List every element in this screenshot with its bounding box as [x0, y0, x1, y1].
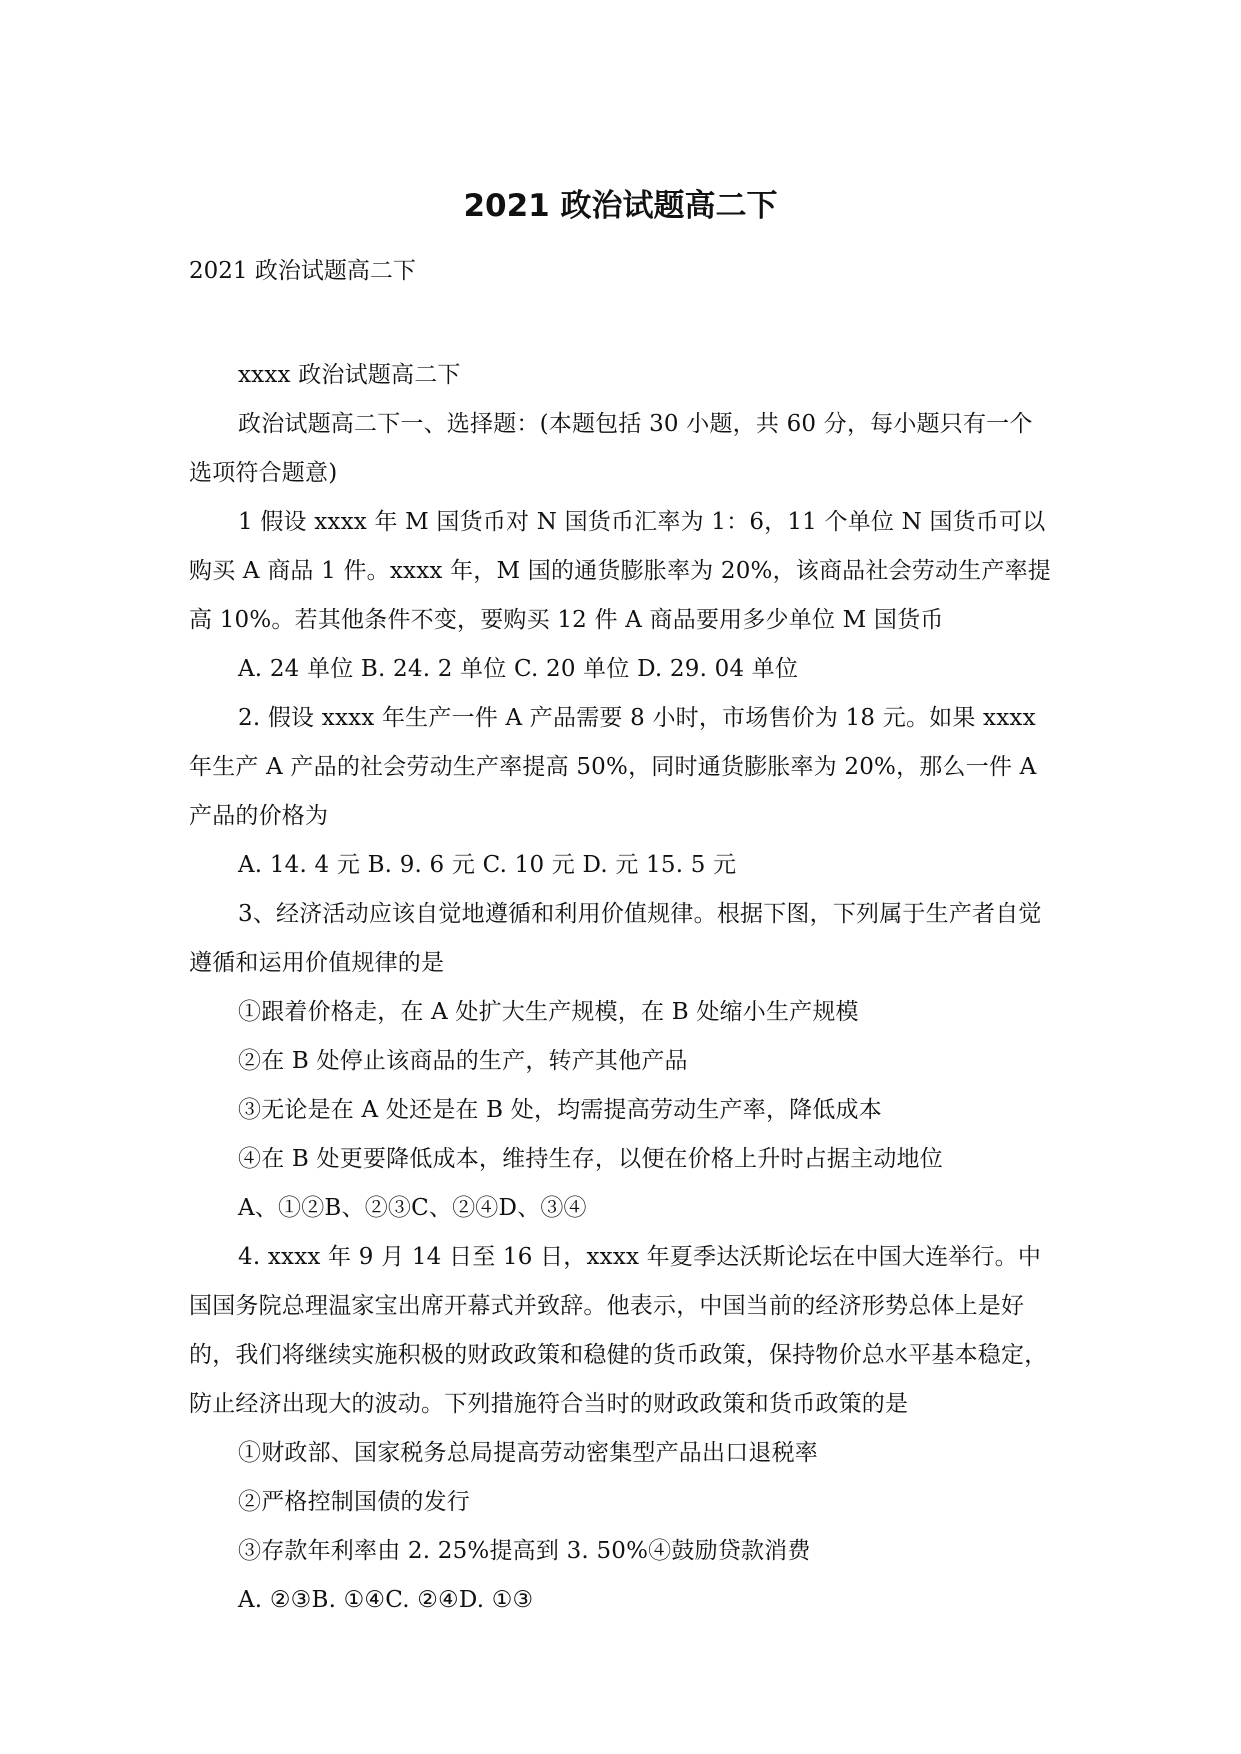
- question-3-statement-4: ④在 B 处更要降低成本，维持生存，以便在价格上升时占据主动地位: [238, 1146, 943, 1172]
- question-3-statement-1: ①跟着价格走，在 A 处扩大生产规模，在 B 处缩小生产规模: [238, 999, 859, 1025]
- paragraph: 政治试题高二下一、选择题：(本题包括 30 小题，共 60 分，每小题只有一个选项符合题意): [189, 411, 1033, 486]
- question-4-options: A. ②③B. ①④C. ②④D. ①③: [238, 1587, 534, 1613]
- question-4: 4. xxxx 年 9 月 14 日至 16 日，xxxx 年夏季达沃斯论坛在中国大连举行。中国国务院总理温家宝出席开幕式并致辞。他表示，中国当前的经济形势总体上是好的，我们将继续实施积极的财政政策和稳健的货币政策，保持物价总水平基本稳定，防止经济出现大的波动。下列措施符合当时的财政政策和货币政策的是: [189, 1244, 1048, 1417]
- document-title: 2021 政治试题高二下: [463, 188, 778, 224]
- question-2: 2. 假设 xxxx 年生产一件 A 产品需要 8 小时，市场售价为 18 元。如果 xxxx 年生产 A 产品的社会劳动生产率提高 50%，同时通货膨胀率为 20%，那么一件 A 产品的价格为: [189, 705, 1037, 829]
- document-body: [189, 351, 1051, 1625]
- paragraph: xxxx 政治试题高二下: [238, 362, 461, 388]
- question-3: 3、经济活动应该自觉地遵循和利用价值规律。根据下图，下列属于生产者自觉遵循和运用价值规律的是: [189, 901, 1042, 976]
- question-1-options: A. 24 单位 B. 24. 2 单位 C. 20 单位 D. 29. 04 单位: [238, 656, 799, 682]
- question-3-statement-2: ②在 B 处停止该商品的生产，转产其他产品: [238, 1048, 688, 1074]
- question-4-statement-1: ①财政部、国家税务总局提高劳动密集型产品出口退税率: [238, 1440, 818, 1466]
- question-2-options: A. 14. 4 元 B. 9. 6 元 C. 10 元 D. 元 15. 5 元: [238, 852, 737, 878]
- question-4-statement-3-4: ③存款年利率由 2. 25%提高到 3. 50%④鼓励贷款消费: [238, 1538, 811, 1564]
- question-3-statement-3: ③无论是在 A 处还是在 B 处，均需提高劳动生产率，降低成本: [238, 1097, 882, 1123]
- question-3-options: A、①②B、②③C、②④D、③④: [238, 1195, 587, 1221]
- question-1: 1 假设 xxxx 年 M 国货币对 N 国货币汇率为 1：6，11 个单位 N 国货币可以购买 A 商品 1 件。xxxx 年，M 国的通货膨胀率为 20%，该商品社会劳动生产率提高 10%。若其他条件不变，要购买 12 件 A 商品要用多少单位 M 国货币: [189, 509, 1051, 633]
- question-4-statement-2: ②严格控制国债的发行: [238, 1489, 470, 1515]
- document-subtitle: 2021 政治试题高二下: [189, 258, 416, 284]
